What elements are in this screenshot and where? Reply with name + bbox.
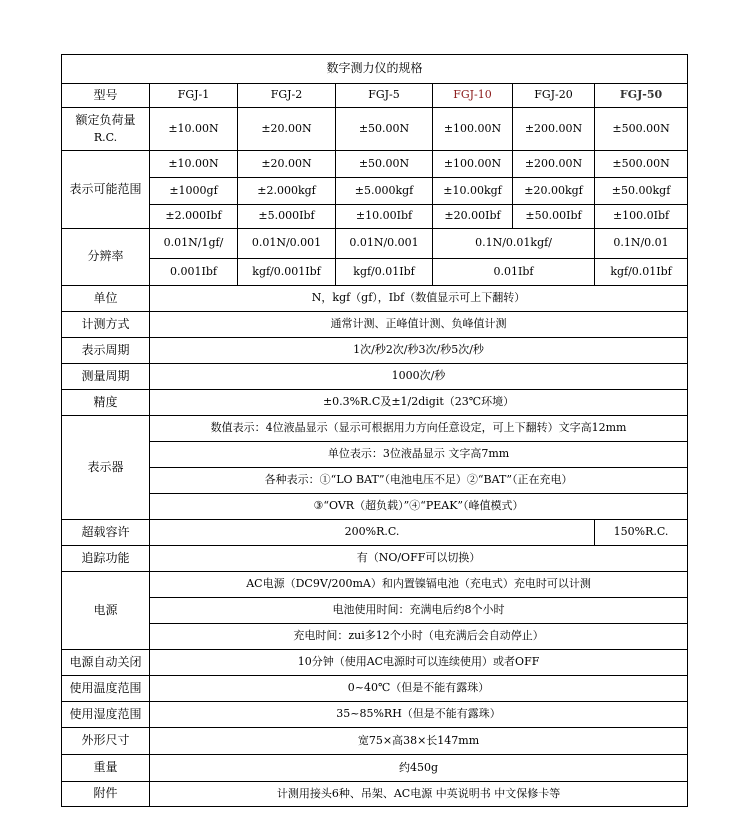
range-cell: ±10.00kgf — [433, 178, 513, 205]
accuracy-value: ±0.3%R.C及±1/2digit（23℃环境） — [150, 390, 688, 416]
resolution-cell: 0.001Ibf — [150, 259, 238, 286]
dimensions-value: 宽75×高38×长147mm — [150, 728, 688, 755]
display-line: ③“OVR（超负载）”④“PEAK”（峰值模式） — [150, 494, 688, 520]
range-lbf-row — [62, 205, 688, 229]
power-line: AC电源（DC9V/200mA）和内置镍镉电池（充电式）充电时可以计测 — [150, 572, 688, 598]
tracking-row — [62, 546, 688, 572]
display-line: 各种表示：①“LO BAT”（电池电压不足）②“BAT”（正在充电） — [150, 468, 688, 494]
rated-load-label-line1: 额定负荷量 — [75, 113, 136, 128]
model-cell: FGJ-2 — [238, 84, 336, 108]
resolution-cell: 0.01Ibf — [433, 259, 595, 286]
model-label: 型号 — [62, 84, 150, 108]
range-cell: ±100.0Ibf — [595, 205, 688, 229]
rated-load-label-line2: R.C. — [93, 130, 118, 144]
accessories-row — [62, 782, 688, 807]
measure-period-value: 1000次/秒 — [150, 364, 688, 390]
range-cell: ±50.00Ibf — [513, 205, 595, 229]
measure-mode-value: 通常计测、正峰值计测、负峰值计测 — [150, 312, 688, 338]
measure-mode-label: 计测方式 — [62, 312, 150, 338]
range-cell: ±50.00kgf — [595, 178, 688, 205]
rated-load-row — [62, 108, 688, 151]
power-row-2 — [62, 598, 688, 624]
resolution-cell: kgf/0.01Ibf — [336, 259, 433, 286]
tracking-value: 有（NO/OFF可以切换） — [150, 546, 688, 572]
range-cell: ±5.000Ibf — [238, 205, 336, 229]
resolution-cell: 0.01N/0.001 — [238, 229, 336, 259]
range-cell: ±200.00N — [513, 151, 595, 178]
accuracy-row — [62, 390, 688, 416]
unit-label: 单位 — [62, 286, 150, 312]
spec-table — [61, 54, 688, 807]
overload-label: 超载容许 — [62, 520, 150, 546]
resolution-cell: kgf/0.01Ibf — [595, 259, 688, 286]
overload-row — [62, 520, 688, 546]
range-cell: ±10.00N — [150, 151, 238, 178]
model-cell: FGJ-20 — [513, 84, 595, 108]
rated-load-cell: ±10.00N — [150, 108, 238, 151]
measure-mode-row — [62, 312, 688, 338]
range-cell: ±20.00kgf — [513, 178, 595, 205]
resolution-label: 分辨率 — [62, 229, 150, 286]
measure-period-label: 测量周期 — [62, 364, 150, 390]
table-title: 数字测力仪的规格 — [62, 55, 688, 84]
auto-off-row — [62, 650, 688, 676]
unit-row — [62, 286, 688, 312]
display-period-label: 表示周期 — [62, 338, 150, 364]
resolution-row-1 — [62, 229, 688, 259]
display-row-4 — [62, 494, 688, 520]
unit-value: N，kgf（gf），Ibf（数值显示可上下翻转） — [150, 286, 688, 312]
tracking-label: 追踪功能 — [62, 546, 150, 572]
range-cell: ±20.00Ibf — [433, 205, 513, 229]
range-kgf-row — [62, 178, 688, 205]
power-row-3 — [62, 624, 688, 650]
resolution-cell: 0.01N/0.001 — [336, 229, 433, 259]
range-cell: ±500.00N — [595, 151, 688, 178]
range-cell: ±2.000Ibf — [150, 205, 238, 229]
measure-period-row — [62, 364, 688, 390]
rated-load-cell: ±100.00N — [433, 108, 513, 151]
temp-range-value: 0~40℃（但是不能有露珠） — [150, 676, 688, 702]
range-cell: ±50.00N — [336, 151, 433, 178]
resolution-cell: 0.1N/0.01kgf/ — [433, 229, 595, 259]
title-row — [62, 55, 688, 84]
display-period-value: 1次/秒2次/秒3次/秒5次/秒 — [150, 338, 688, 364]
display-line: 数值表示：4位液晶显示（显示可根据用力方向任意设定，可上下翻转）文字高12mm — [150, 416, 688, 442]
model-cell: FGJ-50 — [595, 84, 688, 108]
temp-range-label: 使用温度范围 — [62, 676, 150, 702]
power-line: 电池使用时间：充满电后约8个小时 — [150, 598, 688, 624]
range-cell: ±100.00N — [433, 151, 513, 178]
range-cell: ±2.000kgf — [238, 178, 336, 205]
display-row-3 — [62, 468, 688, 494]
range-cell: ±5.000kgf — [336, 178, 433, 205]
resolution-row-2 — [62, 259, 688, 286]
model-cell: FGJ-5 — [336, 84, 433, 108]
power-row-1 — [62, 572, 688, 598]
power-label: 电源 — [62, 572, 150, 650]
rated-load-cell: ±500.00N — [595, 108, 688, 151]
humidity-range-row — [62, 702, 688, 728]
weight-label: 重量 — [62, 755, 150, 782]
display-range-label: 表示可能范围 — [62, 151, 150, 229]
power-line: 充电时间：zui多12个小时（电充满后会自动停止） — [150, 624, 688, 650]
auto-off-label: 电源自动关闭 — [62, 650, 150, 676]
dimensions-row — [62, 728, 688, 755]
model-row — [62, 84, 688, 108]
humidity-range-value: 35~85%RH（但是不能有露珠） — [150, 702, 688, 728]
range-n-row — [62, 151, 688, 178]
display-row-1 — [62, 416, 688, 442]
auto-off-value: 10分钟（使用AC电源时可以连续使用）或者OFF — [150, 650, 688, 676]
weight-row — [62, 755, 688, 782]
resolution-cell: kgf/0.001Ibf — [238, 259, 336, 286]
display-row-2 — [62, 442, 688, 468]
model-cell: FGJ-10 — [433, 84, 513, 108]
dimensions-label: 外形尺寸 — [62, 728, 150, 755]
resolution-cell: 0.01N/1gf/ — [150, 229, 238, 259]
accessories-value: 计测用接头6种、吊架、AC电源 中英说明书 中文保修卡等 — [150, 782, 688, 807]
display-label: 表示器 — [62, 416, 150, 520]
accessories-label: 附件 — [62, 782, 150, 807]
humidity-range-label: 使用湿度范围 — [62, 702, 150, 728]
rated-load-cell: ±20.00N — [238, 108, 336, 151]
temp-range-row — [62, 676, 688, 702]
resolution-cell: 0.1N/0.01 — [595, 229, 688, 259]
rated-load-label — [62, 108, 150, 151]
model-cell: FGJ-1 — [150, 84, 238, 108]
range-cell: ±10.00Ibf — [336, 205, 433, 229]
range-cell: ±20.00N — [238, 151, 336, 178]
rated-load-cell: ±50.00N — [336, 108, 433, 151]
rated-load-cell: ±200.00N — [513, 108, 595, 151]
range-cell: ±1000gf — [150, 178, 238, 205]
accuracy-label: 精度 — [62, 390, 150, 416]
display-line: 单位表示：3位液晶显示 文字高7mm — [150, 442, 688, 468]
weight-value: 约450g — [150, 755, 688, 782]
display-period-row — [62, 338, 688, 364]
overload-value: 200%R.C. — [150, 520, 595, 546]
overload-value: 150%R.C. — [595, 520, 688, 546]
